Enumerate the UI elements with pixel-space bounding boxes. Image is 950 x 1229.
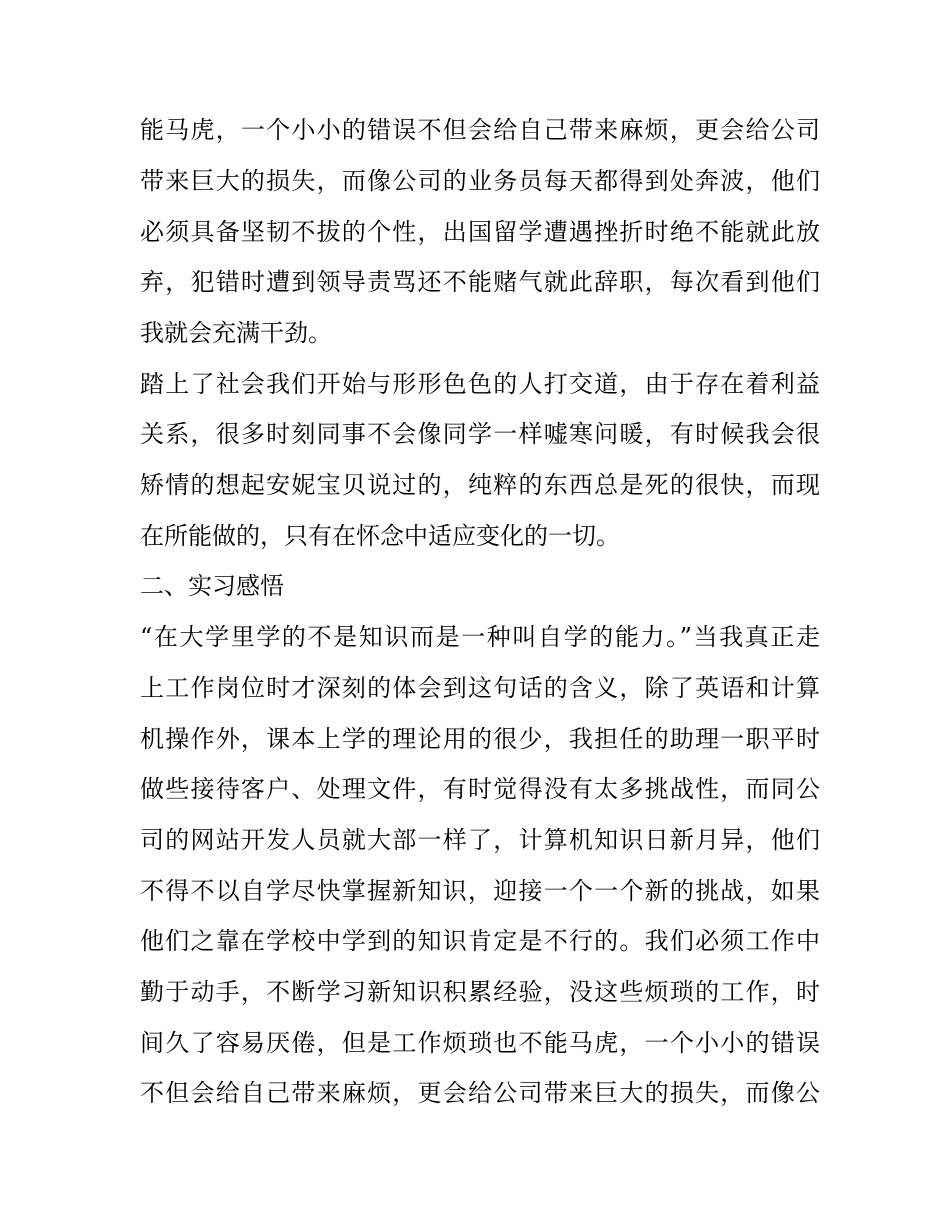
text-line: 必须具备坚韧不拔的个性，出国留学遭遇挫折时绝不能就此放 <box>140 218 820 246</box>
text-line: 不但会给自己带来麻烦，更会给公司带来巨大的损失，而像公 <box>140 1079 820 1107</box>
text-line: 他们之靠在学校中学到的知识肯定是不行的。我们必须工作中 <box>140 927 820 955</box>
text-line: 在所能做的，只有在怀念中适应变化的一切。 <box>140 522 620 550</box>
text-line: 能马虎，一个小小的错误不但会给自己带来麻烦，更会给公司 <box>140 116 820 144</box>
text-line: 司的网站开发人员就大部一样了，计算机知识日新月异，他们 <box>140 826 820 854</box>
text-line: 不得不以自学尽快掌握新知识，迎接一个一个新的挑战，如果 <box>140 877 820 905</box>
text-line: 我就会充满干劲。 <box>140 319 332 347</box>
text-line: 做些接待客户、处理文件，有时觉得没有太多挑战性，而同公 <box>140 775 820 803</box>
text-line: 带来巨大的损失，而像公司的业务员每天都得到处奔波，他们 <box>140 167 820 195</box>
text-line: 矫情的想起安妮宝贝说过的，纯粹的东西总是死的很快，而现 <box>140 471 820 499</box>
text-line: “在大学里学的不是知识而是一种叫自学的能力。”当我真正走 <box>140 623 820 651</box>
text-line: 间久了容易厌倦，但是工作烦琐也不能马虎，一个小小的错误 <box>140 1029 820 1057</box>
text-line: 关系，很多时刻同事不会像同学一样嘘寒问暖，有时候我会很 <box>140 420 820 448</box>
text-line: 上工作岗位时才深刻的体会到这句话的含义，除了英语和计算 <box>140 674 820 702</box>
text-line: 踏上了社会我们开始与形形色色的人打交道，由于存在着利益 <box>140 370 820 398</box>
text-line: 勤于动手，不断学习新知识积累经验，没这些烦琐的工作，时 <box>140 978 820 1006</box>
text-line: 机操作外，课本上学的理论用的很少，我担任的助理一职平时 <box>140 725 820 753</box>
text-line: 弃，犯错时遭到领导责骂还不能赌气就此辞职，每次看到他们 <box>140 268 820 296</box>
section-heading: 二、实习感悟 <box>140 572 284 600</box>
